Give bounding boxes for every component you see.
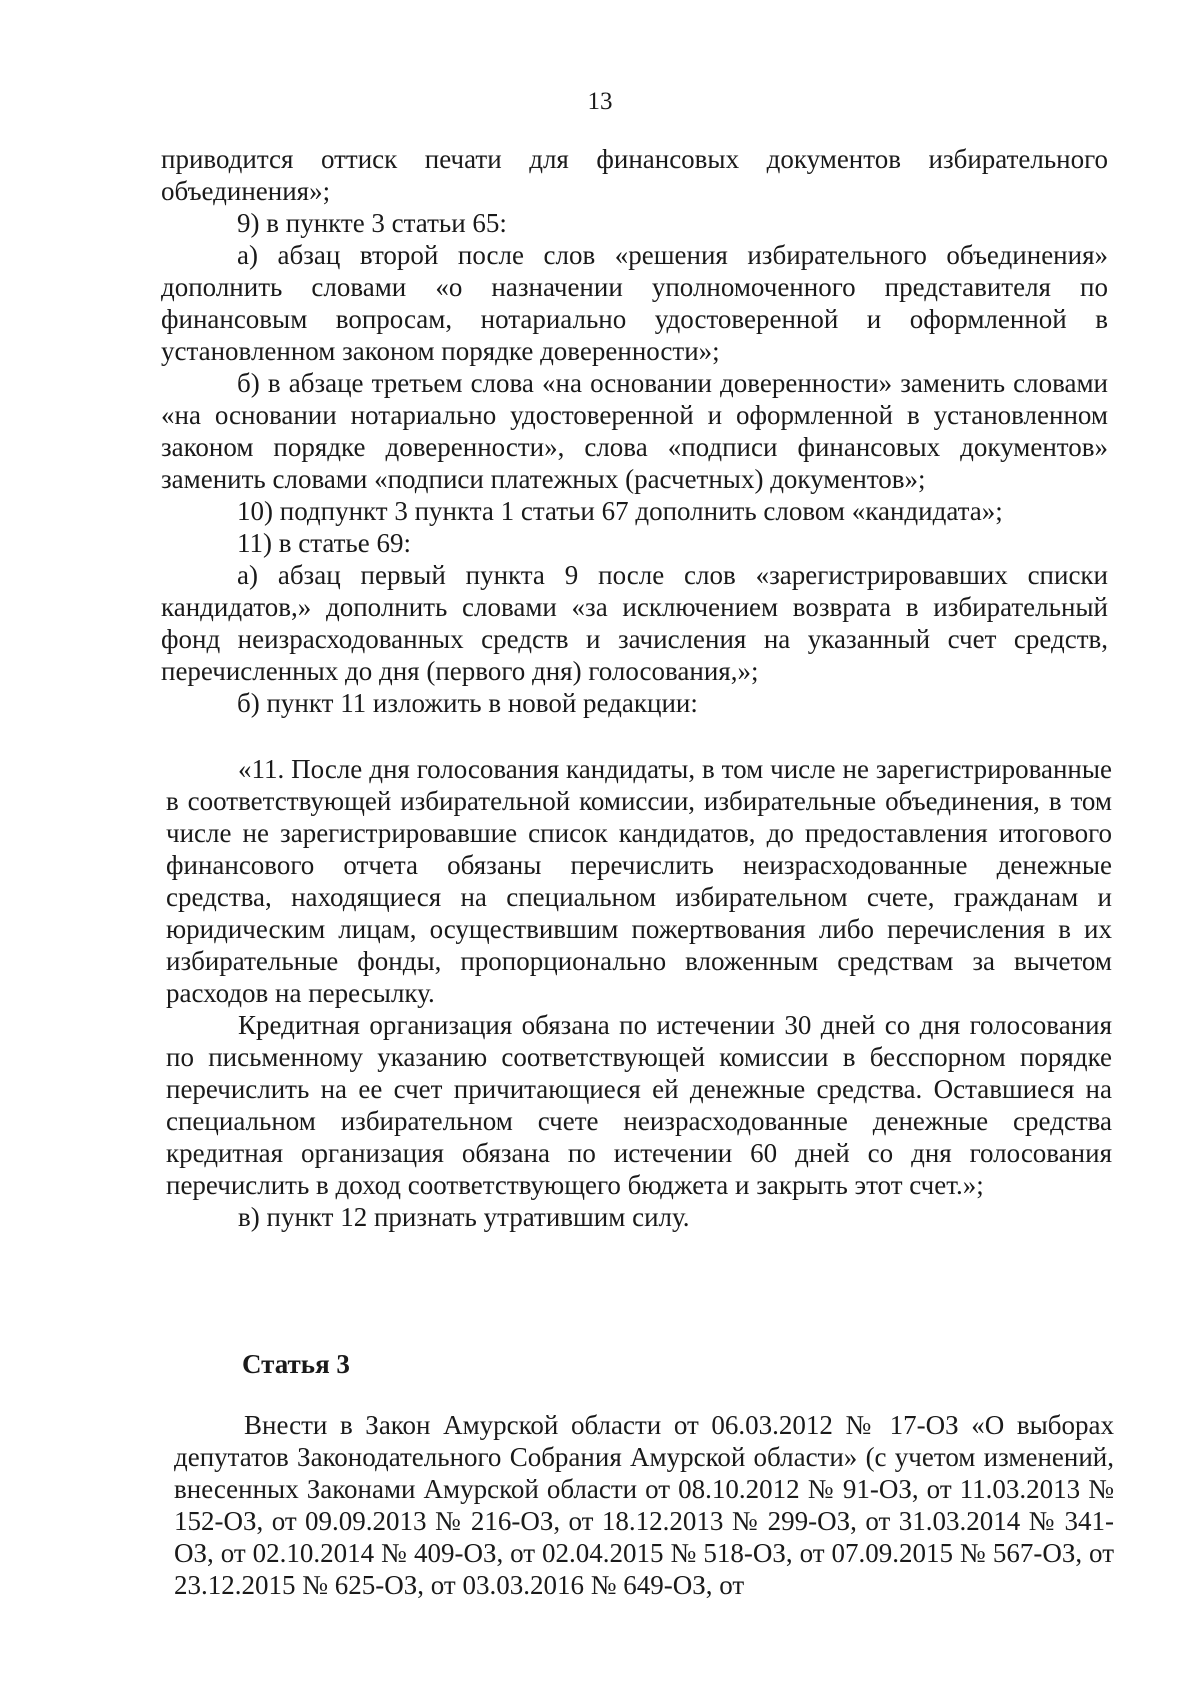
paragraph-item-9: 9) в пункте 3 статьи 65:	[237, 208, 507, 238]
paragraph-point-11-text: «11. После дня голосования кандидаты, в том числе не зарегистрированные в соответствующей избирательной комиссии, избирательные объединения, в том числе не зарегистрировавшие список кандидатов, до предоставления итогового финансового отчета обязаны перечислить неизрасходованные денежные средства, находящиеся на специальном избирательном счете, гражданам и юридическим лицам, осуществившим пожертвования либо перечисления в их избирательные фонды, пропорционально вложенным средствам за вычетом расходов на пересылку.	[166, 754, 1112, 1008]
paragraph-item-11a: а) абзац первый пункта 9 после слов «зарегистрировавших списки кандидатов,» дополнить словами «за исключением возврата в избирательный фонд неизрасходованных средств и зачисления на указанный счет средств, перечисленных до дня (первого дня) голосования,»;	[161, 560, 1108, 686]
page-number: 13	[587, 88, 613, 115]
article-heading: Статья 3	[242, 1349, 350, 1379]
paragraph-item-11: 11) в статье 69:	[237, 528, 411, 558]
new-wording-block	[166, 753, 1112, 1233]
paragraph-continuation: приводится оттиск печати для финансовых документов избирательного объединения»;	[161, 144, 1108, 206]
paragraph-item-11v: в) пункт 12 признать утратившим силу.	[238, 1202, 690, 1232]
paragraph-item-9a: а) абзац второй после слов «решения избирательного объединения» дополнить словами «о назначении уполномоченного представителя по финансовым вопросам, нотариально удостоверенной и оформленной в установленном законом порядке доверенности»;	[161, 240, 1108, 366]
paragraph-article-3-intro: Внести в Закон Амурской области от 06.03.2012 № 17-ОЗ «О выборах депутатов Законодательного Собрания Амурской области» (с учетом изменений, внесенных Законами Амурской области от 08.10.2012 № 91-ОЗ, от 11.03.2013 № 152-ОЗ, от 09.09.2013 № 216-ОЗ, от 18.12.2013 № 299-ОЗ, от 31.03.2014 № 341-ОЗ, от 02.10.2014 № 409-ОЗ, от 02.04.2015 № 518-ОЗ, от 07.09.2015 № 567-ОЗ, от 23.12.2015 № 625-ОЗ, от 03.03.2016 № 649-ОЗ, от	[174, 1410, 1114, 1600]
paragraph-item-10: 10) подпункт 3 пункта 1 статьи 67 дополнить словом «кандидата»;	[237, 496, 1003, 526]
paragraph-credit-organization: Кредитная организация обязана по истечении 30 дней со дня голосования по письменному указанию соответствующей комиссии в бесспорном порядке перечислить на ее счет причитающиеся ей денежные средства. Оставшиеся на специальном избирательном счете неизрасходованные денежные средства кредитная организация обязана по истечении 60 дней со дня голосования перечислить в доход соответствующего бюджета и закрыть этот счет.»;	[166, 1010, 1112, 1200]
paragraph-item-9b: б) в абзаце третьем слова «на основании доверенности» заменить словами «на основании нотариально удостоверенной и оформленной в установленном законом порядке доверенности», слова «подписи финансовых документов» заменить словами «подписи платежных (расчетных) документов»;	[161, 368, 1108, 494]
paragraph-item-11b: б) пункт 11 изложить в новой редакции:	[237, 688, 698, 718]
amendments-block-article-2	[161, 143, 1108, 719]
article-3-block	[174, 1409, 1114, 1601]
